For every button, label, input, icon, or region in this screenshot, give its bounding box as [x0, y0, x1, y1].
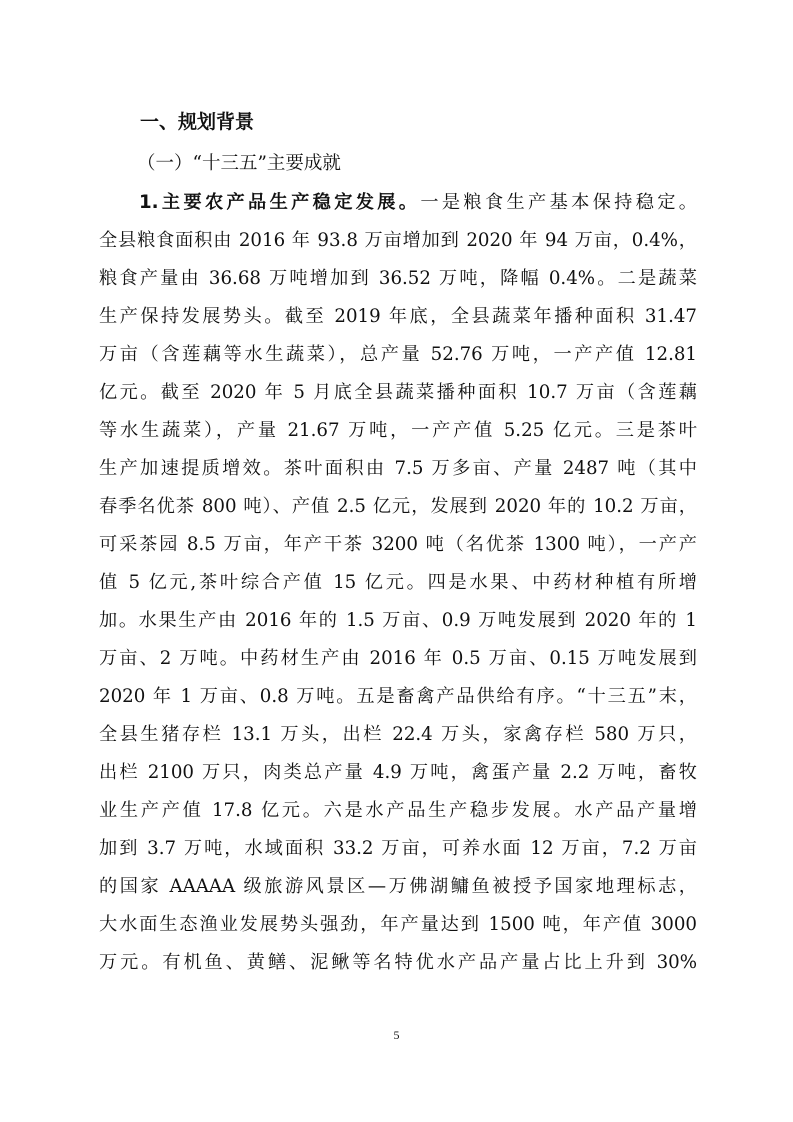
- page-number: 5: [393, 1028, 400, 1042]
- section-heading: 一、规划背景: [140, 111, 255, 133]
- paragraph-line: 全县生猪存栏 13.1 万头，出栏 22.4 万头，家禽存栏 580 万只，: [99, 724, 697, 745]
- paragraph-line: 亿元。截至 2020 年 5 月底全县蔬菜播种面积 10.7 万亩（含莲藕: [99, 382, 697, 403]
- paragraph-line: 等水生蔬菜），产量 21.67 万吨，一产产值 5.25 亿元。三是茶叶: [99, 420, 697, 441]
- paragraph-line: 值 5 亿元,茶叶综合产值 15 亿元。四是水果、中药材种植有所增: [99, 572, 697, 593]
- paragraph-line: 万亩（含莲藕等水生蔬菜），总产量 52.76 万吨，一产产值 12.81: [99, 344, 697, 365]
- paragraph-line: 的国家 AAAAA 级旅游风景区—万佛湖鳙鱼被授予国家地理标志，: [99, 876, 697, 897]
- paragraph-line: 生产加速提质增效。茶叶面积由 7.5 万多亩、产量 2487 吨（其中: [99, 458, 697, 479]
- paragraph-line: 加。水果生产由 2016 年的 1.5 万亩、0.9 万吨发展到 2020 年的 1: [99, 610, 697, 631]
- paragraph-line: 业生产产值 17.8 亿元。六是水产品生产稳步发展。水产品产量增: [99, 800, 697, 821]
- paragraph-line: [139, 189, 697, 217]
- paragraph-lead: 1.主要农产品生产稳定发展。: [139, 192, 421, 213]
- paragraph-line: 出栏 2100 万只，肉类总产量 4.9 万吨，禽蛋产量 2.2 万吨，畜牧: [99, 762, 697, 783]
- paragraph-line: 万亩、2 万吨。中药材生产由 2016 年 0.5 万亩、0.15 万吨发展到: [99, 648, 697, 669]
- paragraph-line: 可采茶园 8.5 万亩，年产干茶 3200 吨（名优茶 1300 吨），一产产: [99, 534, 697, 555]
- paragraph-line: 万元。有机鱼、黄鳝、泥鳅等名特优水产品产量占比上升到 30%: [99, 952, 697, 973]
- paragraph-line: 春季名优茶 800 吨）、产值 2.5 亿元，发展到 2020 年的 10.2 万亩，: [99, 496, 697, 517]
- paragraph-line: 2020 年 1 万亩、0.8 万吨。五是畜禽产品供给有序。“十三五”末，: [99, 686, 697, 707]
- paragraph-text: 一是粮食生产基本保持稳定。: [420, 192, 697, 213]
- paragraph-line: 粮食产量由 36.68 万吨增加到 36.52 万吨，降幅 0.4%。二是蔬菜: [99, 268, 697, 289]
- paragraph-line: 全县粮食面积由 2016 年 93.8 万亩增加到 2020 年 94 万亩，0.4%，: [99, 230, 697, 251]
- paragraph-line: 大水面生态渔业发展势头强劲，年产量达到 1500 吨，年产值 3000: [99, 914, 697, 935]
- subsection-heading: （一）“十三五”主要成就: [137, 153, 341, 174]
- paragraph-line: 加到 3.7 万吨，水域面积 33.2 万亩，可养水面 12 万亩，7.2 万亩: [99, 838, 697, 859]
- paragraph-line: 生产保持发展势头。截至 2019 年底，全县蔬菜年播种面积 31.47: [99, 306, 697, 327]
